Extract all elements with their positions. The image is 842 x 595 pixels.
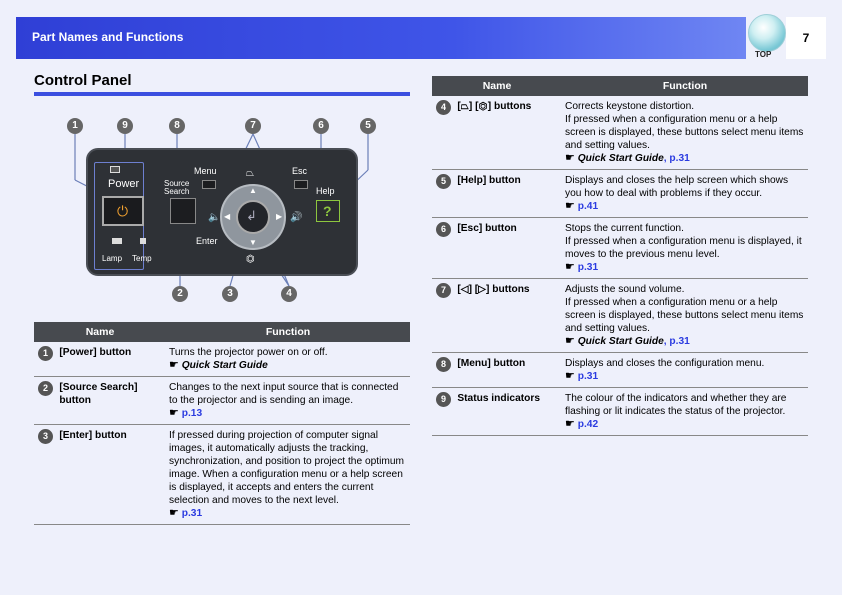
row-number-badge: 1 — [38, 346, 53, 361]
help-button[interactable] — [316, 200, 340, 222]
row-name: [⏢] [⏣] buttons — [454, 96, 562, 170]
temp-indicator-icon — [140, 238, 146, 244]
help-icon: ? — [323, 203, 332, 219]
source-search-label: Source Search — [164, 179, 190, 196]
callout-5: 5 — [360, 118, 376, 134]
table-header-row — [34, 322, 410, 342]
hand-icon: ☛ — [565, 370, 575, 382]
page-link[interactable]: p.42 — [577, 419, 599, 430]
table-row — [34, 425, 410, 525]
row-description: Changes to the next input source that is connected to the projector and is sending an image. — [169, 382, 399, 406]
row-name: [Source Search] button — [56, 377, 166, 425]
callout-7: 7 — [245, 118, 261, 134]
page-link[interactable]: , p.31 — [663, 153, 690, 164]
direction-pad[interactable] — [220, 184, 286, 250]
row-name: [Help] button — [454, 170, 562, 218]
page-section-title: Part Names and Functions — [32, 30, 184, 44]
callout-4: 4 — [281, 286, 297, 302]
row-name: [Enter] button — [56, 425, 166, 525]
quick-start-guide-ref: Quick Start Guide — [181, 360, 268, 371]
page-link[interactable]: p.31 — [577, 371, 599, 382]
keystone-up-icon: ⏢ — [246, 168, 254, 179]
hand-icon: ☛ — [169, 407, 179, 419]
page-link[interactable]: p.31 — [577, 262, 599, 273]
help-label: Help — [316, 186, 335, 196]
table-row — [432, 388, 808, 436]
page-link[interactable]: , p.31 — [663, 336, 690, 347]
row-number-badge: 9 — [436, 392, 451, 407]
callout-3: 3 — [222, 286, 238, 302]
table-row — [432, 353, 808, 388]
power-indicator-icon — [110, 166, 120, 173]
control-panel-body — [86, 148, 358, 276]
callout-2: 2 — [172, 286, 188, 302]
page-link[interactable]: p.31 — [181, 508, 203, 519]
name-column-header: Name — [34, 322, 166, 342]
hand-icon: ☛ — [169, 507, 179, 519]
down-arrow-icon: ▼ — [249, 238, 257, 247]
table-row — [432, 170, 808, 218]
right-arrow-icon: ▶ — [276, 212, 283, 221]
row-number-badge: 3 — [38, 429, 53, 444]
page-number: 7 — [786, 17, 826, 59]
function-column-header: Function — [166, 322, 410, 342]
callout-9: 9 — [117, 118, 133, 134]
left-arrow-icon: ◀ — [224, 212, 231, 221]
row-number-badge: 5 — [436, 174, 451, 189]
esc-label: Esc — [292, 166, 308, 176]
quick-start-guide-ref: Quick Start Guide — [577, 153, 664, 164]
quick-start-guide-ref: Quick Start Guide — [577, 336, 664, 347]
top-link-label[interactable]: TOP — [755, 50, 772, 59]
menu-button[interactable] — [202, 180, 216, 189]
esc-button[interactable] — [294, 180, 308, 189]
row-description: Adjusts the sound volume. If pressed when a configuration menu or a help screen is displayed, these buttons select menu items and setting values. — [565, 284, 804, 334]
row-description: The colour of the indicators and whether they are flashing or lit indicates the status of the projector. — [565, 393, 787, 417]
table-row — [432, 279, 808, 353]
name-column-header: Name — [432, 76, 562, 96]
control-panel-diagram — [34, 110, 410, 310]
row-description: Turns the projector power on or off. — [169, 347, 328, 358]
hand-icon: ☛ — [565, 152, 575, 164]
row-number-badge: 6 — [436, 222, 451, 237]
row-name: [Power] button — [56, 342, 166, 377]
hand-icon: ☛ — [565, 418, 575, 430]
row-description: Stops the current function. If pressed when a configuration menu is displayed, it moves to the previous menu level. — [565, 223, 802, 260]
row-number-badge: 8 — [436, 357, 451, 372]
page-link[interactable]: p.41 — [577, 201, 599, 212]
enter-button[interactable] — [236, 200, 270, 234]
table-row — [432, 96, 808, 170]
section-divider — [34, 92, 410, 96]
row-number-badge: 7 — [436, 283, 451, 298]
section-title: Control Panel — [34, 72, 132, 89]
power-label: Power — [108, 178, 140, 190]
hand-icon: ☛ — [565, 335, 575, 347]
volume-down-icon: 🔈 — [208, 212, 221, 223]
row-name: [Esc] button — [454, 218, 562, 279]
keystone-down-icon: ⏣ — [246, 254, 255, 265]
hand-icon: ☛ — [565, 261, 575, 273]
right-function-table — [432, 76, 808, 436]
row-name: [◁] [▷] buttons — [454, 279, 562, 353]
up-arrow-icon: ▲ — [249, 186, 257, 195]
power-button[interactable] — [102, 196, 144, 226]
enter-icon: ↲ — [246, 208, 257, 223]
volume-up-icon: 🔊 — [290, 212, 303, 223]
table-header-row — [432, 76, 808, 96]
row-number-badge: 4 — [436, 100, 451, 115]
table-row — [34, 377, 410, 425]
row-description: Displays and closes the help screen which shows you how to deal with problems if they occur. — [565, 175, 789, 199]
temp-label: Temp — [132, 254, 152, 263]
row-name: Status indicators — [454, 388, 562, 436]
source-search-button[interactable] — [170, 198, 196, 224]
table-row — [34, 342, 410, 377]
left-function-table — [34, 322, 410, 525]
hand-icon: ☛ — [169, 359, 179, 371]
callout-8: 8 — [169, 118, 185, 134]
lamp-indicator-icon — [112, 238, 122, 244]
page-link[interactable]: p.13 — [181, 408, 203, 419]
row-description: If pressed during projection of computer signal images, it automatically adjusts the tracking, synchronization, and position to project the optimum image. When a configuration menu or a help screen is displayed, it accepts and enters the current selection and moves to the next level. — [169, 430, 405, 506]
header-bar — [16, 17, 746, 59]
menu-label: Menu — [194, 166, 217, 176]
row-name: [Menu] button — [454, 353, 562, 388]
callout-1: 1 — [67, 118, 83, 134]
top-home-icon[interactable] — [748, 14, 786, 52]
power-icon: ⏻ — [117, 203, 129, 219]
enter-label: Enter — [196, 236, 218, 246]
function-column-header: Function — [562, 76, 808, 96]
callout-6: 6 — [313, 118, 329, 134]
row-number-badge: 2 — [38, 381, 53, 396]
row-description: Corrects keystone distortion. If pressed when a configuration menu or a help screen is displayed, these buttons select menu items and setting values. — [565, 101, 804, 151]
hand-icon: ☛ — [565, 200, 575, 212]
lamp-label: Lamp — [102, 254, 123, 263]
table-row — [432, 218, 808, 279]
row-description: Displays and closes the configuration menu. — [565, 358, 765, 369]
